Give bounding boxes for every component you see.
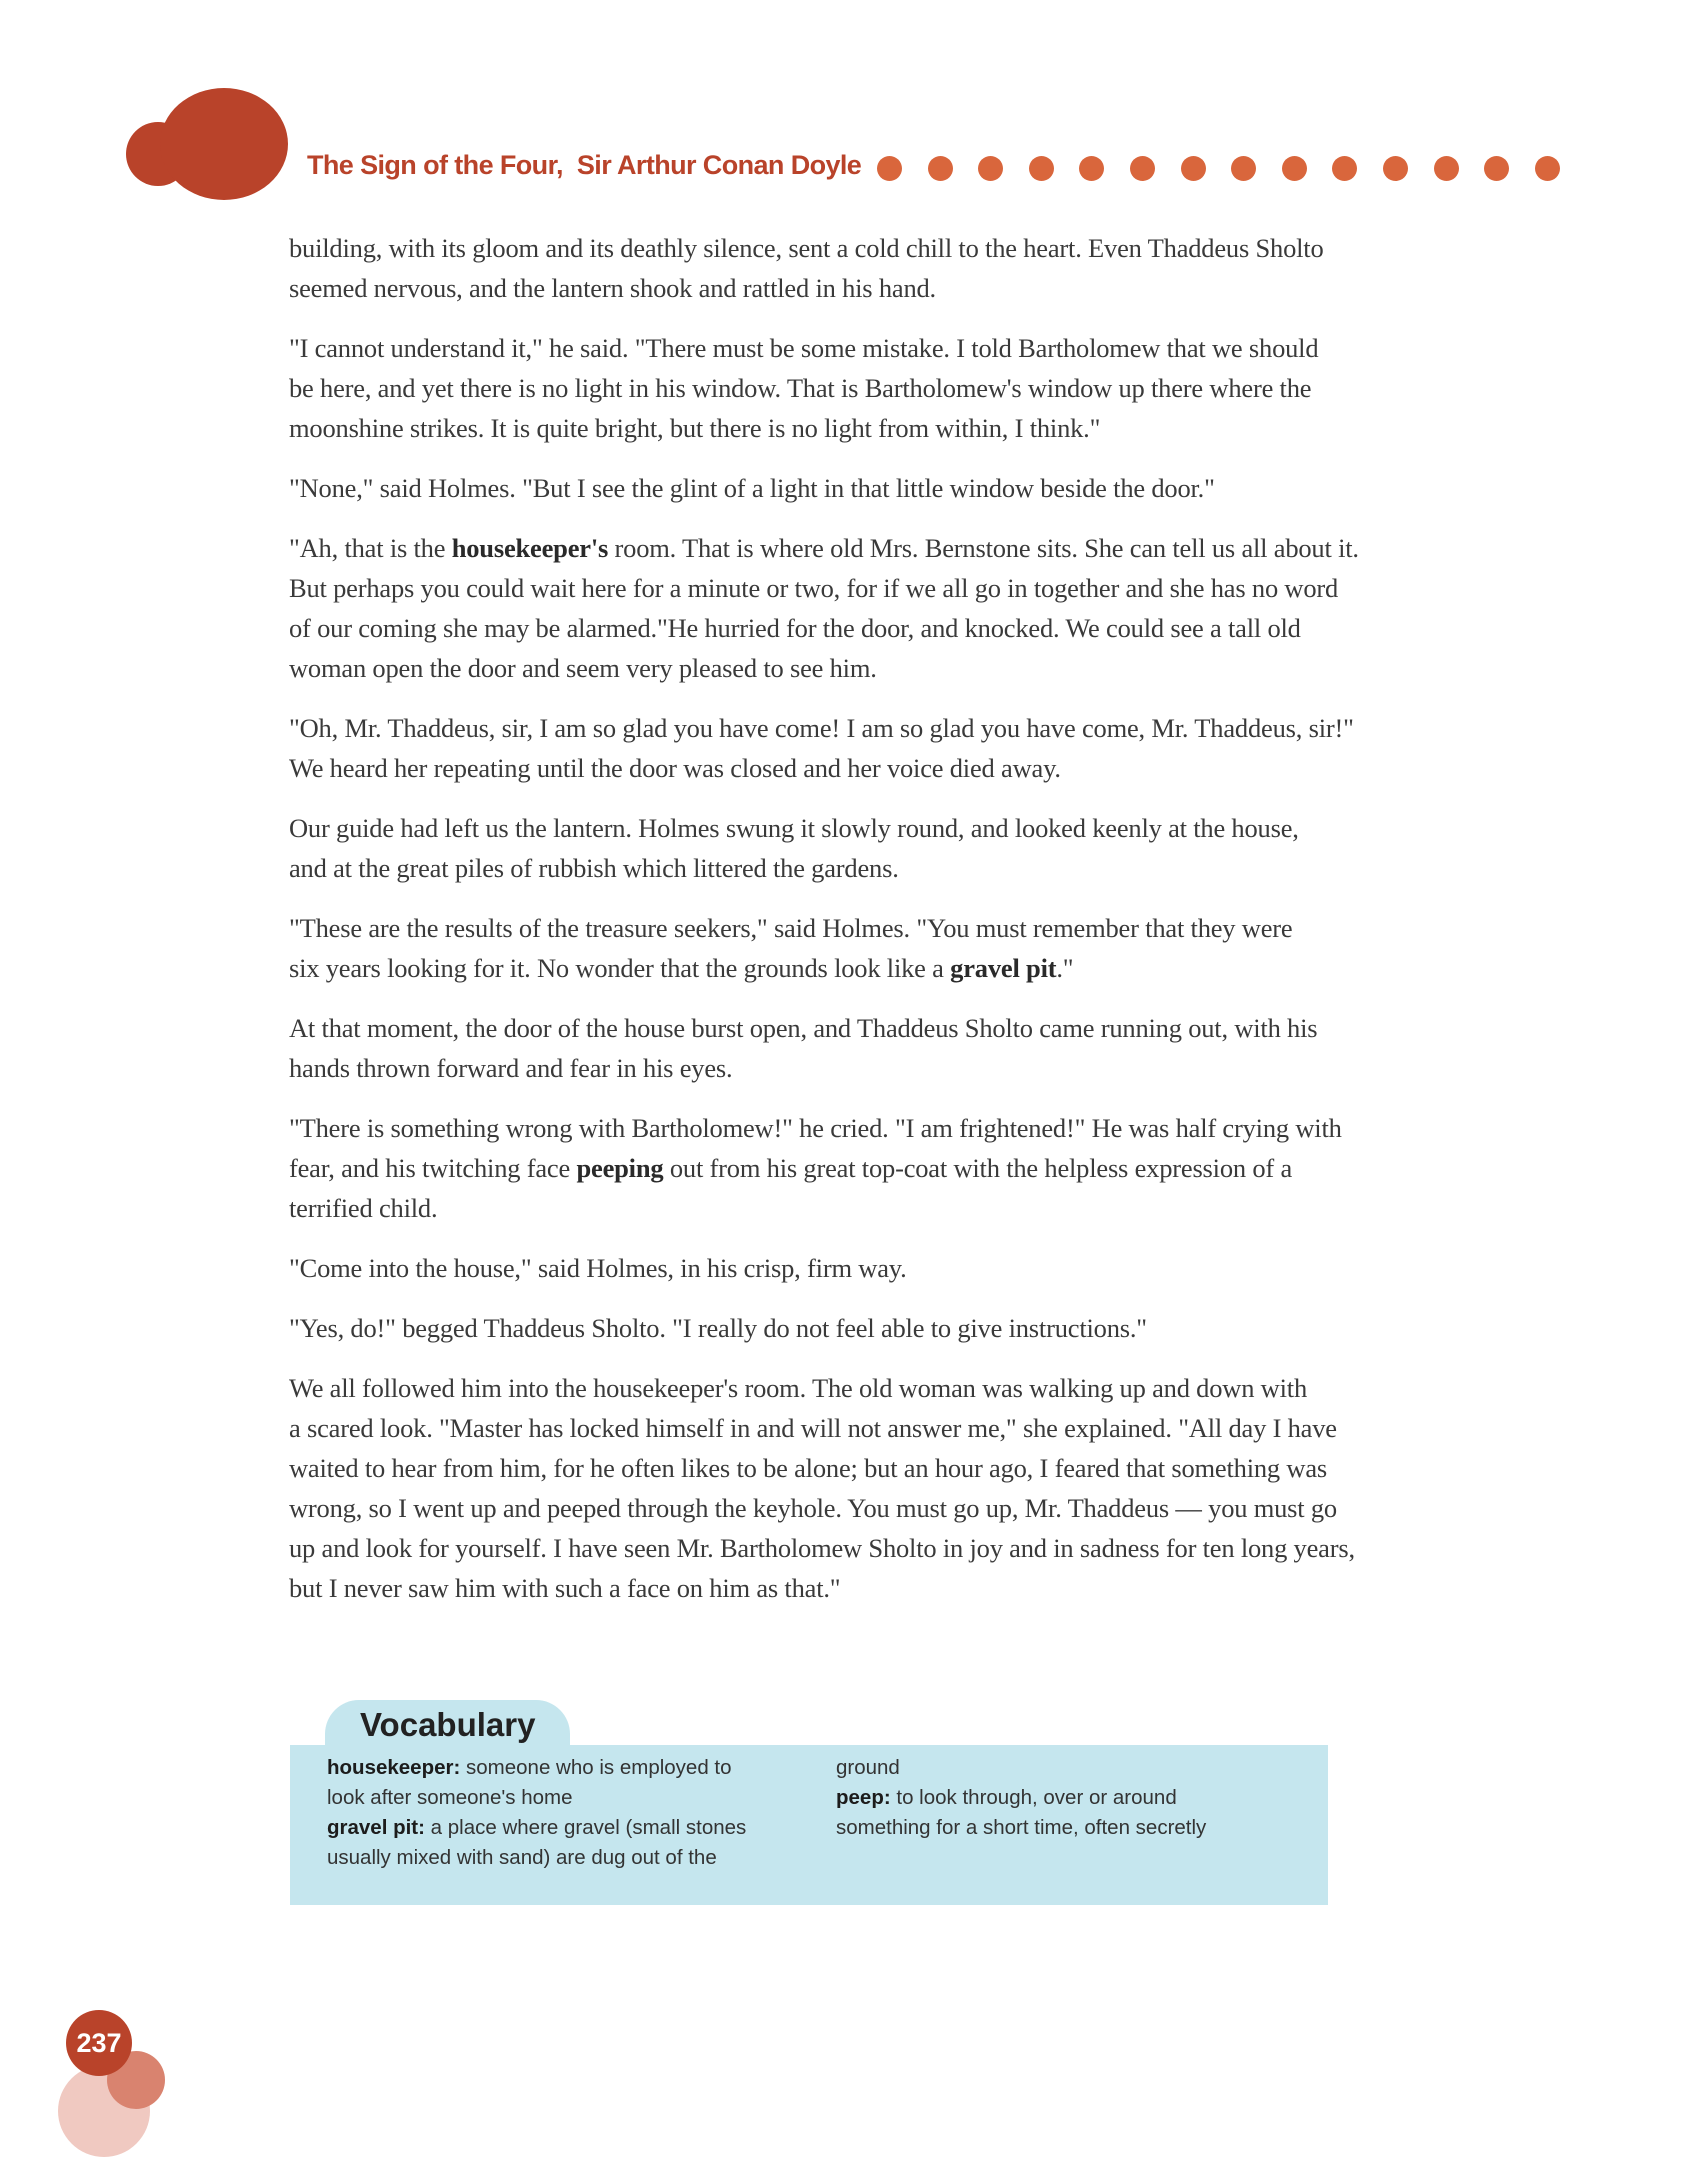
book-author: Sir Arthur Conan Doyle — [576, 150, 862, 180]
text-line: wrong, so I went up and peeped through the keyhole. You must go up, Mr. Thaddeus — you must go — [289, 1493, 1337, 1523]
running-header — [307, 150, 861, 181]
story-paragraph — [289, 908, 1489, 988]
text-line: "Come into the house," said Holmes, in his crisp, firm way. — [289, 1253, 907, 1283]
vocabulary-term: housekeeper: — [327, 1756, 461, 1779]
header-dot — [978, 156, 1003, 181]
vocabulary-term: peep: — [836, 1786, 891, 1809]
vocabulary-definition: usually mixed with sand) are dug out of the — [327, 1846, 717, 1869]
text-line: six years looking for it. No wonder that the grounds look like a gravel pit." — [289, 953, 1074, 983]
text-line: and at the great piles of rubbish which littered the gardens. — [289, 853, 899, 883]
header-dot — [1079, 156, 1104, 181]
story-paragraph — [289, 1248, 1489, 1288]
story-paragraph — [289, 328, 1489, 448]
story-paragraph — [289, 1008, 1489, 1088]
vocabulary-line — [327, 1783, 746, 1813]
header-dot — [1282, 156, 1307, 181]
header-dot — [1181, 156, 1206, 181]
text-line: building, with its gloom and its deathly silence, sent a cold chill to the heart. Even Thaddeus Sholto — [289, 233, 1324, 263]
vocabulary-line — [836, 1783, 1206, 1813]
story-paragraph — [289, 528, 1489, 688]
header-dot-row — [877, 156, 1585, 181]
vocabulary-definition: ground — [836, 1756, 900, 1779]
vocabulary-word: housekeeper's — [451, 533, 609, 563]
vocabulary-line — [836, 1813, 1206, 1843]
text-line: terrified child. — [289, 1193, 438, 1223]
text-line: "There is something wrong with Bartholomew!" he cried. "I am frightened!" He was half crying with — [289, 1113, 1342, 1143]
vocabulary-term: gravel pit: — [327, 1816, 425, 1839]
story-paragraph — [289, 708, 1489, 788]
header-dot — [1029, 156, 1054, 181]
text-line: up and look for yourself. I have seen Mr. Bartholomew Sholto in joy and in sadness for ten long years, — [289, 1533, 1355, 1563]
header-dot — [1130, 156, 1155, 181]
story-paragraph — [289, 808, 1489, 888]
text-line: Our guide had left us the lantern. Holmes swung it slowly round, and looked keenly at the house, — [289, 813, 1299, 843]
text-line: a scared look. "Master has locked himself in and will not answer me," she explained. "All day I have — [289, 1413, 1337, 1443]
story-text — [289, 228, 1489, 1628]
book-title: The Sign of the Four, — [307, 150, 563, 180]
text-line: "These are the results of the treasure seekers," said Holmes. "You must remember that they were — [289, 913, 1293, 943]
text-line: We heard her repeating until the door was closed and her voice died away. — [289, 753, 1061, 783]
text-line: be here, and yet there is no light in his window. That is Bartholomew's window up there where the — [289, 373, 1312, 403]
header-dot — [928, 156, 953, 181]
vocabulary-line — [327, 1843, 746, 1873]
header-decoration-circle-large — [160, 88, 288, 200]
story-paragraph — [289, 468, 1489, 508]
story-paragraph — [289, 1368, 1489, 1608]
text-line: "Yes, do!" begged Thaddeus Sholto. "I really do not feel able to give instructions." — [289, 1313, 1147, 1343]
header-dot — [1484, 156, 1509, 181]
page-number: 237 — [76, 2028, 122, 2058]
text-line: fear, and his twitching face peeping out from his great top-coat with the helpless expression of a — [289, 1153, 1293, 1183]
header-dot — [1383, 156, 1408, 181]
text-line: "I cannot understand it," he said. "There must be some mistake. I told Bartholomew that we should — [289, 333, 1319, 363]
vocabulary-definition: someone who is employed to — [460, 1756, 732, 1779]
header-dot — [877, 156, 902, 181]
header-dot — [1231, 156, 1256, 181]
header-dot — [1332, 156, 1357, 181]
story-paragraph — [289, 1108, 1489, 1228]
vocabulary-line — [836, 1753, 1206, 1783]
vocabulary-word: peeping — [576, 1153, 664, 1183]
header-dot — [1535, 156, 1560, 181]
vocabulary-title: Vocabulary — [360, 1706, 536, 1743]
text-line: "Oh, Mr. Thaddeus, sir, I am so glad you have come! I am so glad you have come, Mr. Thaddeus, sir!" — [289, 713, 1354, 743]
story-paragraph — [289, 228, 1489, 308]
vocabulary-word: gravel pit — [950, 953, 1057, 983]
text-line: But perhaps you could wait here for a minute or two, for if we all go in together and she has no word — [289, 573, 1339, 603]
text-line: hands thrown forward and fear in his eyes. — [289, 1053, 733, 1083]
vocabulary-definition: a place where gravel (small stones — [424, 1816, 747, 1839]
header-dot — [1434, 156, 1459, 181]
story-paragraph — [289, 1308, 1489, 1348]
text-line: waited to hear from him, for he often likes to be alone; but an hour ago, I feared that something was — [289, 1453, 1328, 1483]
text-line: "None," said Holmes. "But I see the glint of a light in that little window beside the door." — [289, 473, 1215, 503]
text-line: seemed nervous, and the lantern shook and rattled in his hand. — [289, 273, 936, 303]
text-line: We all followed him into the housekeeper's room. The old woman was walking up and down with — [289, 1373, 1307, 1403]
vocabulary-line — [327, 1753, 746, 1783]
vocabulary-definition: to look through, over or around — [890, 1786, 1177, 1809]
text-line: moonshine strikes. It is quite bright, but there is no light from within, I think." — [289, 413, 1101, 443]
vocabulary-column-left — [327, 1753, 746, 1873]
vocabulary-definition: look after someone's home — [327, 1786, 573, 1809]
vocabulary-column-right — [836, 1753, 1206, 1843]
text-line: of our coming she may be alarmed."He hurried for the door, and knocked. We could see a tall old — [289, 613, 1301, 643]
text-line: At that moment, the door of the house burst open, and Thaddeus Sholto came running out, with his — [289, 1013, 1318, 1043]
text-line: "Ah, that is the housekeeper's room. That is where old Mrs. Bernstone sits. She can tell us all about it. — [289, 533, 1359, 563]
text-line: but I never saw him with such a face on him as that." — [289, 1573, 841, 1603]
text-line: woman open the door and seem very pleased to see him. — [289, 653, 877, 683]
vocabulary-definition: something for a short time, often secretly — [836, 1816, 1207, 1839]
vocabulary-line — [327, 1813, 746, 1843]
